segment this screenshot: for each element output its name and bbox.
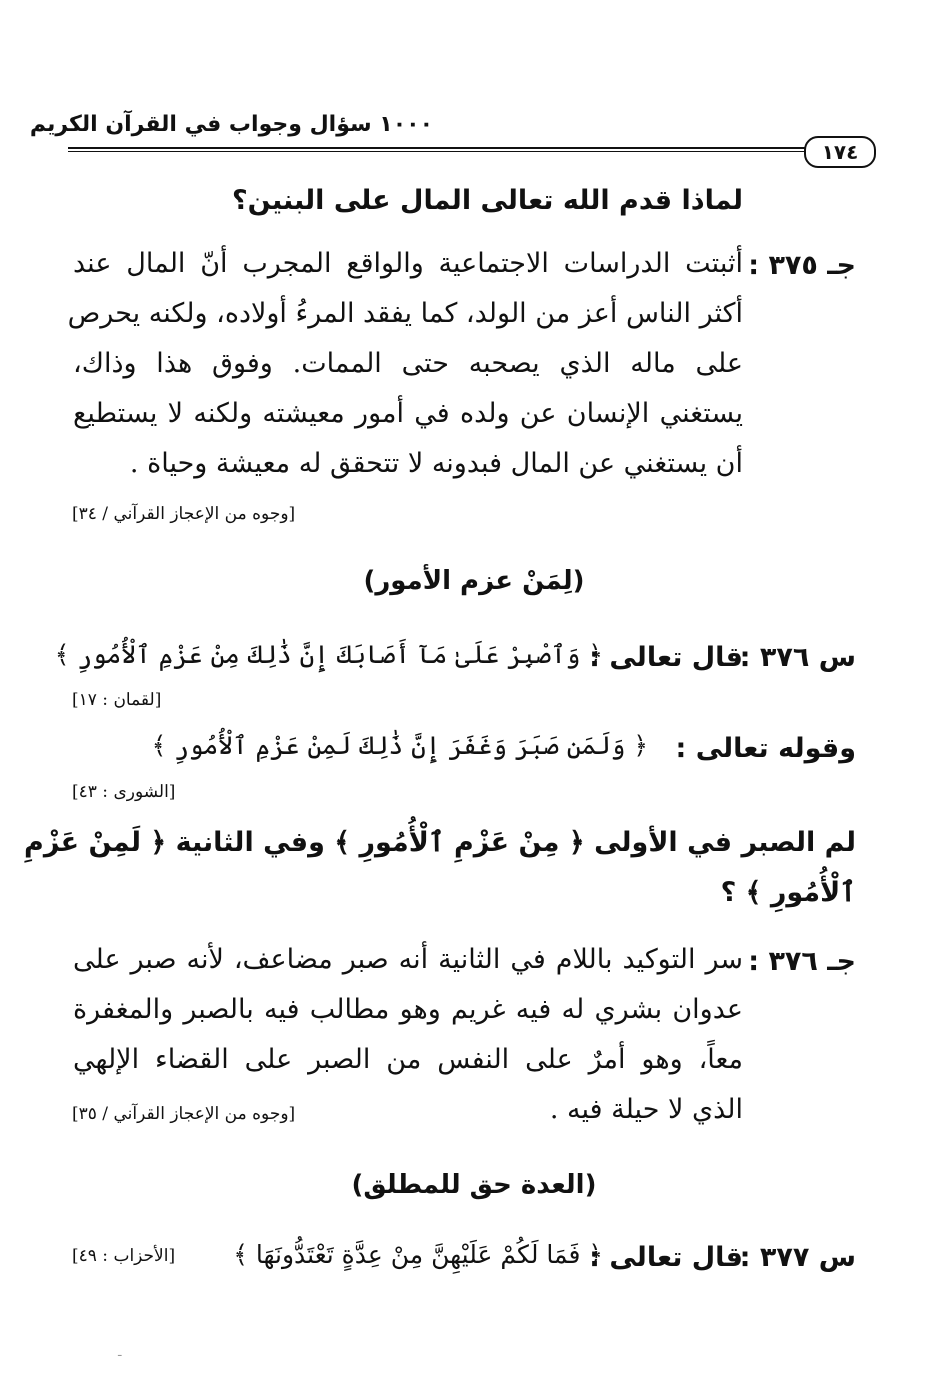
answer-376-line-2: عدوان بشري له فيه غريم وهو مطالب فيه بالصبر والمغفرة (73, 994, 743, 1025)
scan-mark: ـ (118, 1345, 122, 1359)
question-377-intro: قال تعالى : (589, 1242, 743, 1273)
answer-376-line-4: الذي لا حيلة فيه . (549, 1094, 743, 1125)
question-375-text: لماذا قدم الله تعالى المال على البنين؟ (232, 185, 743, 216)
question-376-citation-1: [لقمان : ١٧] (72, 690, 162, 710)
answer-375-line-5: أن يستغني عن المال فبدونه لا تتحقق له معيشة وحياة . (129, 448, 743, 479)
answer-375-citation: [وجوه من الإعجاز القرآني / ٣٤] (72, 504, 296, 524)
question-376-verse-1: ﴿ وَٱصْبِرْ عَلَىٰ مَآ أَصَابَكَ إِنَّ ذَٰلِكَ مِنْ عَزْمِ ٱلْأُمُورِ ﴾ (54, 640, 603, 669)
question-377-label: س ٣٧٧ : (739, 1242, 856, 1273)
header-rule (68, 147, 828, 152)
answer-376-label: جـ ٣٧٦ : (748, 946, 856, 977)
answer-376-line-3: معاً، وهو أمرٌ على النفس من الصبر على القضاء الإلهي (73, 1044, 743, 1075)
answer-375-line-3: على ماله الذي يصحبه حتى الممات. وفوق هذا وذاك، (73, 348, 743, 379)
answer-376-citation: [وجوه من الإعجاز القرآني / ٣٥] (72, 1104, 296, 1124)
question-376-intro: قال تعالى : (589, 642, 743, 673)
question-376-question-line-2: ٱلْأُمُورِ ﴾ ؟ (720, 877, 856, 908)
section-title-2: (العدة حق للمطلق) (351, 1170, 597, 1200)
question-377-verse: ﴿ فَمَا لَكُمْ عَلَيْهِنَّ مِنْ عِدَّةٍ تَعْتَدُّونَهَا ﴾ (233, 1240, 603, 1269)
question-376-intro-2: وقوله تعالى : (675, 733, 856, 764)
answer-375-line-4: يستغني الإنسان عن ولده في أمور معيشته ولكنه لا يستطيع (73, 398, 743, 429)
running-header-title: ١٠٠٠ سؤال وجواب في القرآن الكريم (29, 112, 433, 137)
question-376-label: س ٣٧٦ : (739, 642, 856, 673)
question-376-citation-2: [الشورى : ٤٣] (72, 782, 176, 802)
page-number-badge: ١٧٤ (804, 136, 876, 168)
answer-375-line-1: أثبتت الدراسات الاجتماعية والواقع المجرب أنّ المال عند (73, 248, 743, 279)
answer-375-label: جـ ٣٧٥ : (748, 250, 856, 281)
question-376-verse-2: ﴿ وَلَمَن صَبَرَ وَغَفَرَ إِنَّ ذَٰلِكَ لَمِنْ عَزْمِ ٱلْأُمُورِ ﴾ (151, 731, 648, 760)
question-377-citation: [الأحزاب : ٤٩] (72, 1246, 176, 1266)
answer-375-line-2: أكثر الناس أعز من الولد، كما يفقد المرءُ أولاده، ولكنه يحرص (67, 298, 743, 329)
question-376-question-line-1: لم الصبر في الأولى ﴿ مِنْ عَزْمِ ٱلْأُمُورِ ﴾ وفي الثانية ﴿ لَمِنْ عَزْمِ (24, 827, 856, 858)
section-title-1: (لِمَنْ عزم الأمور) (363, 566, 585, 596)
answer-376-line-1: سر التوكيد باللام في الثانية أنه صبر مضاعف، لأنه صبر على (73, 944, 743, 975)
